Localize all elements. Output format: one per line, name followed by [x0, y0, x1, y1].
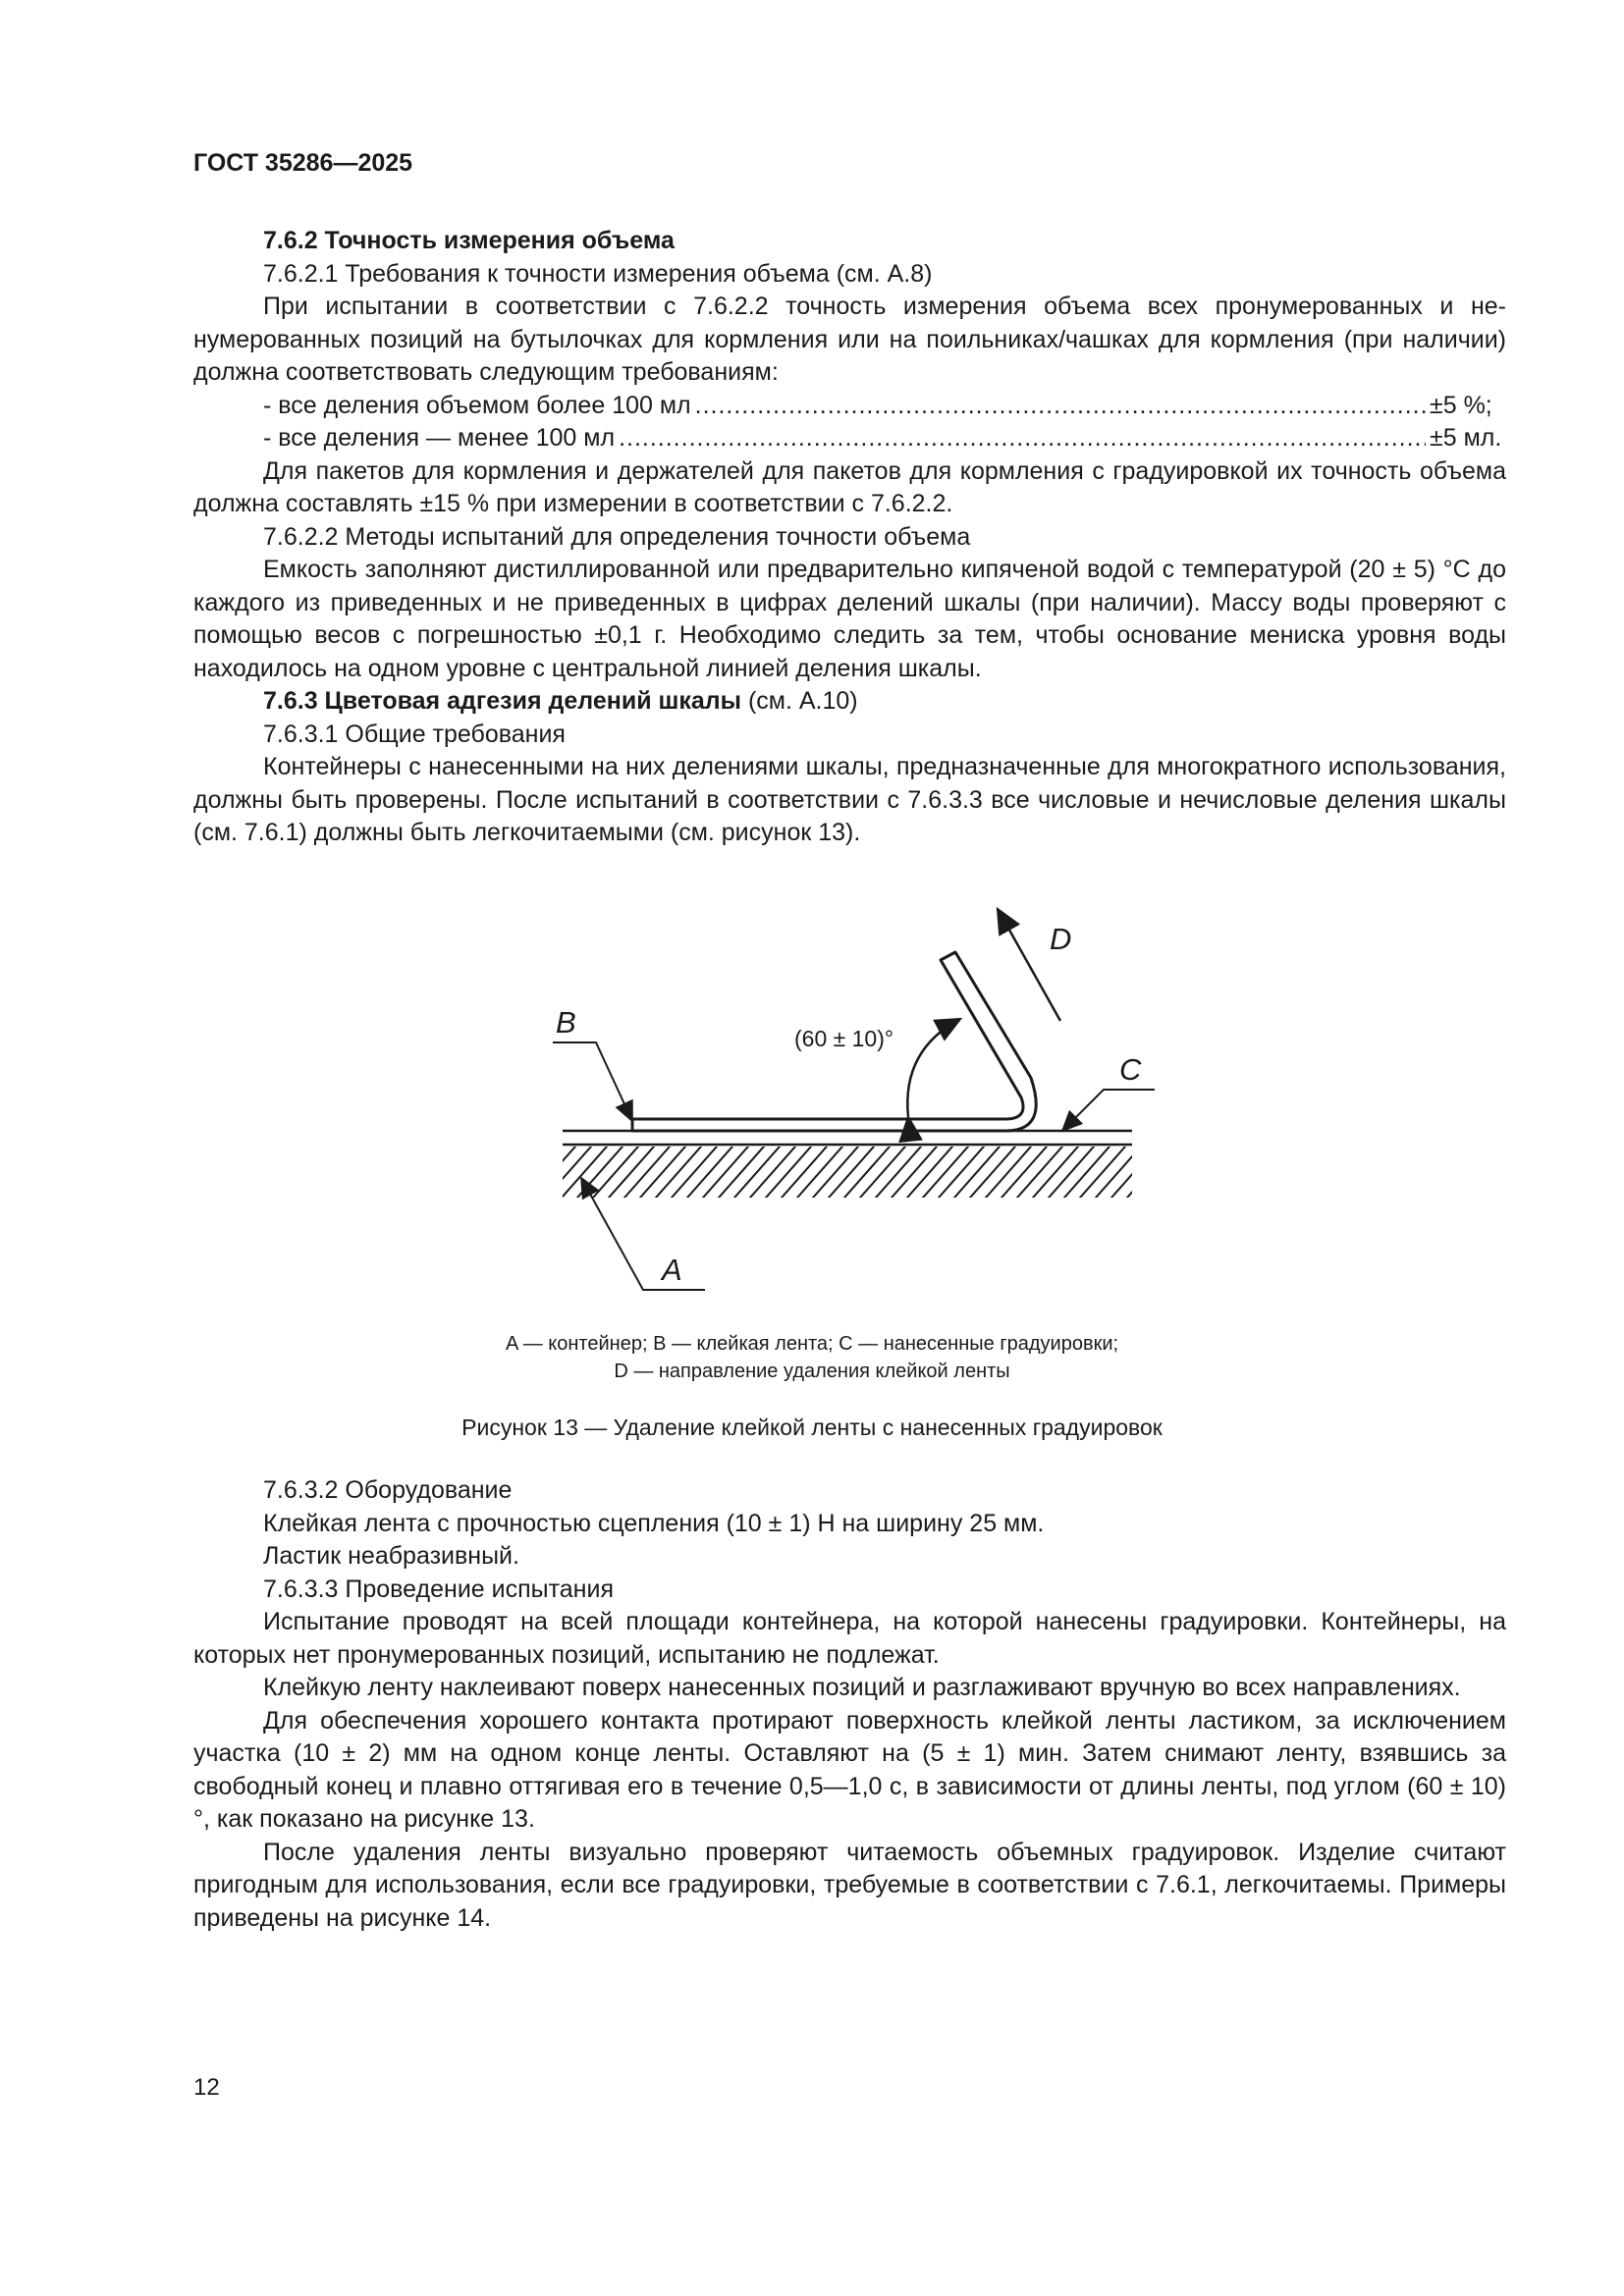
section-heading-7-6-2: 7.6.2 Точность измерения объема	[263, 227, 675, 254]
list-item-text: - все деления объемом более 100 мл	[263, 391, 691, 419]
angle-label: (60 ± 10)°	[794, 1026, 894, 1051]
figure-legend	[0, 1330, 1624, 1385]
paragraph-requirements: При испытании в соответствии с 7.6.2.2 точность измерения объема всех пронумерованных и ненумерованных позиций на бутылочках для кормления или на поильниках/чашках для кормления (при наличии) должна соответствовать следующим требованиям:	[193, 293, 1506, 386]
legend-line-2: D — направление удаления клейкой ленты	[614, 1361, 1010, 1382]
paragraph-tape-apply: Клейкую ленту наклеивают поверх нанесенных позиций и разглаживают вручную во всех направлениях.	[263, 1674, 1461, 1701]
leader-dots	[695, 390, 1426, 423]
label-d: D	[1050, 922, 1072, 956]
paragraph-containers: Контейнеры с нанесенными на них делениями шкалы, предназначенные для многократного использования, должны быть проверены. После испытаний в соответствии с 7.6.3.3 все числовые и нечисловые деления шкалы (см. 7.6.1) должны быть легкочитаемыми (см. рисунок 13).	[193, 753, 1506, 846]
paragraph-fill: Емкость заполняют дистиллированной или предварительно кипяченой водой с температурой (20 ± 5) °С до каждого из приведенных и не приведенных в цифрах делений шкалы (при наличии). Массу воды проверяют с помощью весов с погрешностью ±0,1 г. Необходимо следить за тем, чтобы основание мениска уровня воды находилось на одном уровне с центральной линией деления шкалы.	[193, 556, 1506, 682]
label-c: C	[1119, 1052, 1142, 1087]
list-item-value: ±5 %;	[1430, 391, 1492, 419]
paragraph-packets: Для пакетов для кормления и держателей для пакетов для кормления с градуировкой их точность объема должна составлять ±15 % при измерении в соответствии с 7.6.2.2.	[193, 456, 1506, 517]
subsection-7-6-3-2: 7.6.3.2 Оборудование	[263, 1476, 513, 1504]
legend-line-1: A — контейнер; B — клейкая лента; C — нанесенные градуировки;	[505, 1333, 1119, 1355]
upper-text-block	[193, 225, 1506, 850]
figure-caption: Рисунок 13 — Удаление клейкой ленты с нанесенных градуировок	[461, 1415, 1163, 1440]
list-item	[193, 390, 1506, 423]
paragraph-readability: После удаления ленты визуально проверяют читаемость объемных градуировок. Изделие считают пригодным для использования, если все градуировки, требуемые в соответствии с 7.6.1, легкочитаемы. Примеры приведены на рисунке 14.	[193, 1838, 1506, 1932]
subsection-7-6-3-3: 7.6.3.3 Проведение испытания	[263, 1575, 614, 1603]
subsection-7-6-3-1: 7.6.3.1 Общие требования	[263, 720, 566, 748]
leader-b	[553, 1042, 632, 1121]
subsection-7-6-2-2: 7.6.2.2 Методы испытаний для определения точности объема	[263, 522, 971, 551]
paragraph-eraser: Ластик неабразивный.	[263, 1542, 519, 1570]
section-heading-7-6-3: 7.6.3 Цветовая адгезия делений шкалы (см. А.10)	[263, 687, 858, 715]
list-item-value: ±5 мл.	[1430, 424, 1502, 452]
paragraph-tape: Клейкая лента с прочностью сцепления (10 ± 1) Н на ширину 25 мм.	[263, 1509, 1045, 1537]
list-item-text: - все деления — менее 100 мл	[263, 424, 616, 452]
subsection-7-6-2-1: 7.6.2.1 Требования к точности измерения объема (см. А.8)	[263, 259, 933, 288]
label-b: B	[556, 1005, 576, 1040]
document-header: ГОСТ 35286—2025	[193, 149, 413, 177]
page-number: 12	[193, 2074, 220, 2101]
paragraph-tape-remove: Для обеспечения хорошего контакта протирают поверхность клейкой ленты ластиком, за исключением участка (10 ± 2) мм на одном конце ленты. Оставляют на (5 ± 1) мин. Затем снимают ленту, взявшись за свободный конец и плавно оттягивая его в течение 0,5—1,0 с, в зависимости от длины ленты, под углом (60 ± 10)°, как показано на рисунке 13.	[193, 1706, 1506, 1833]
paragraph-test-area: Испытание проводят на всей площади контейнера, на которой нанесены градуировки. Контейнеры, на которых нет пронумерованных позиций, испытанию не подлежат.	[193, 1608, 1506, 1669]
list-item	[193, 422, 1506, 455]
leader-c	[1062, 1090, 1155, 1131]
container-hatching	[523, 1139, 1179, 1205]
lower-text-block	[193, 1474, 1506, 1935]
angle-arc	[907, 1019, 960, 1117]
label-a: A	[662, 1253, 682, 1287]
leader-dots	[619, 422, 1426, 455]
